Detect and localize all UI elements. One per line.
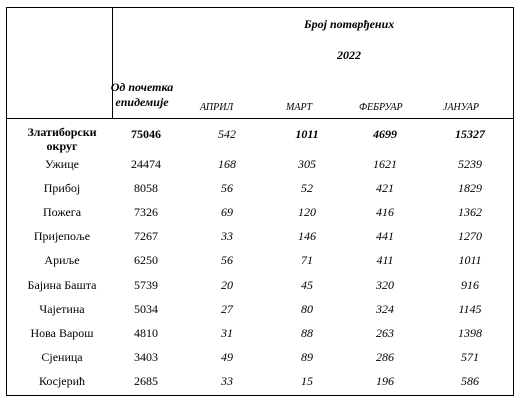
municipality-name: Пожега (42, 205, 82, 219)
municipality-name: Бајина Башта (27, 278, 97, 292)
municipality-apr-value: 69 (221, 205, 233, 219)
municipality-apr-value: 31 (221, 326, 233, 340)
municipality-mar-value: 71 (301, 253, 313, 267)
municipality-since-value: 7326 (134, 205, 158, 219)
municipality-name: Чајетина (39, 302, 85, 316)
municipality-feb-value: 441 (376, 229, 394, 243)
municipality-feb-value: 1621 (373, 157, 397, 171)
municipality-jan-value: 586 (461, 374, 479, 388)
municipality-mar-value: 52 (301, 181, 313, 195)
municipality-apr-value: 27 (221, 302, 233, 316)
municipality-name: Прибој (43, 181, 81, 195)
municipality-feb-value: 421 (376, 181, 394, 195)
municipality-feb-value: 411 (376, 253, 394, 267)
municipality-name: Пријепоље (33, 229, 91, 243)
since-epidemic-label: Од почетка епидемије (110, 80, 174, 109)
region-mar-value: 1011 (295, 127, 319, 141)
municipality-since-value: 4810 (134, 326, 158, 340)
municipality-feb-value: 286 (376, 350, 394, 364)
municipality-feb-value: 324 (376, 302, 394, 316)
municipality-jan-value: 916 (461, 278, 479, 292)
municipality-mar-value: 120 (298, 205, 316, 219)
municipality-since-value: 3403 (134, 350, 158, 364)
municipality-apr-value: 56 (221, 181, 233, 195)
municipality-jan-value: 571 (461, 350, 479, 364)
municipality-name: Ужице (45, 157, 79, 171)
month-header-january: ЈАНУАР (443, 102, 479, 113)
municipality-jan-value: 1362 (458, 205, 482, 219)
municipality-mar-value: 146 (298, 229, 316, 243)
municipality-since-value: 8058 (134, 181, 158, 195)
region-name-text: Златиборски округ (27, 125, 97, 153)
region-feb-value: 4699 (373, 127, 397, 141)
municipality-apr-value: 33 (221, 374, 233, 388)
municipality-name: Косјерић (38, 374, 86, 388)
municipality-apr-value: 49 (221, 350, 233, 364)
municipality-name: Ариље (44, 253, 80, 267)
municipality-jan-value: 1145 (458, 302, 482, 316)
municipality-mar-value: 88 (301, 326, 313, 340)
region-jan-value: 15327 (455, 127, 485, 141)
municipality-apr-value: 33 (221, 229, 233, 243)
municipality-jan-value: 5239 (458, 157, 482, 171)
municipality-jan-value: 1398 (458, 326, 482, 340)
municipality-feb-value: 416 (376, 205, 394, 219)
municipality-since-value: 5034 (134, 302, 158, 316)
municipality-apr-value: 20 (221, 278, 233, 292)
municipality-mar-value: 45 (301, 278, 313, 292)
table-title: Број потврђених (304, 17, 395, 31)
municipality-since-value: 2685 (134, 374, 158, 388)
municipality-since-value: 5739 (134, 278, 158, 292)
municipality-mar-value: 15 (301, 374, 313, 388)
municipality-jan-value: 1270 (458, 229, 482, 243)
municipality-apr-value: 56 (221, 253, 233, 267)
month-header-march: МАРТ (286, 102, 313, 113)
municipality-jan-value: 1829 (458, 181, 482, 195)
municipality-mar-value: 80 (301, 302, 313, 316)
municipality-mar-value: 305 (298, 157, 316, 171)
since-epidemic-header (107, 80, 177, 110)
header-divider-horizontal (7, 118, 513, 119)
month-header-april: АПРИЛ (200, 102, 234, 113)
table-frame (6, 7, 514, 396)
municipality-name: Нова Варош (30, 326, 94, 340)
municipality-name: Сјеница (41, 350, 83, 364)
municipality-jan-value: 1011 (458, 253, 482, 267)
municipality-mar-value: 89 (301, 350, 313, 364)
table-year: 2022 (337, 48, 361, 62)
municipality-apr-value: 168 (218, 157, 236, 171)
region-apr-value: 542 (218, 127, 236, 141)
municipality-since-value: 24474 (131, 157, 161, 171)
municipality-since-value: 6250 (134, 253, 158, 267)
region-since-value: 75046 (131, 127, 161, 141)
municipality-feb-value: 263 (376, 326, 394, 340)
municipality-feb-value: 196 (376, 374, 394, 388)
municipality-feb-value: 320 (376, 278, 394, 292)
month-header-february: ФЕБРУАР (359, 102, 403, 113)
municipality-since-value: 7267 (134, 229, 158, 243)
region-row-name (17, 125, 107, 153)
